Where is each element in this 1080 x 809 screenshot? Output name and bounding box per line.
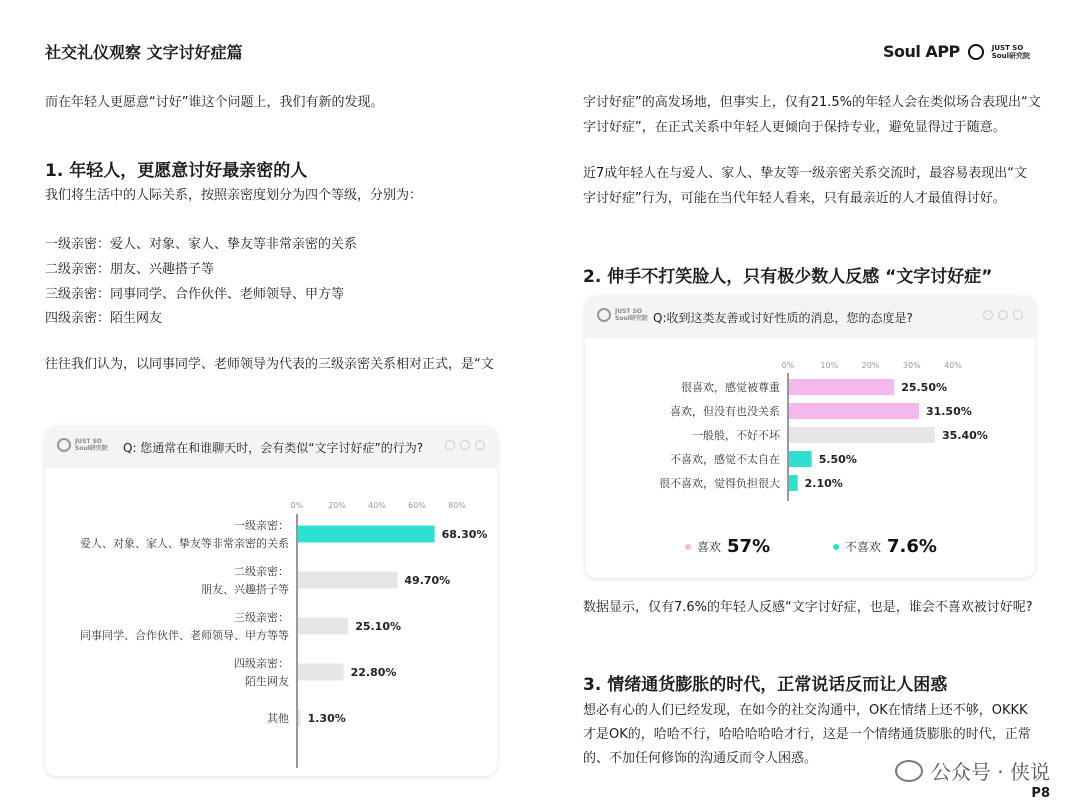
- legend-dot-dislike: [833, 544, 839, 550]
- brand-area: [883, 42, 1030, 61]
- x-tick-label: 10%: [820, 361, 839, 370]
- card-header: [585, 296, 1035, 338]
- brand-sub-line1: JUST SO: [991, 43, 1024, 52]
- bar: [789, 475, 798, 491]
- add-icon: [983, 310, 993, 320]
- data-label: 35.40%: [942, 429, 988, 442]
- legend-dot-like: [685, 544, 691, 550]
- chart-2: [585, 356, 1035, 506]
- chart-card-2: [585, 296, 1035, 578]
- brand-name: Soul APP: [882, 42, 960, 61]
- data-label: 5.50%: [818, 453, 857, 466]
- bar: [298, 526, 435, 543]
- category-label: 很不喜欢，觉得负担很大: [659, 477, 780, 490]
- level-item-3: 三级亲密：同事同学、合作伙伴、老师领导、甲方等: [45, 287, 345, 302]
- chart-1: [45, 472, 497, 772]
- minus-icon: [998, 310, 1008, 320]
- card-question: Q: 您通常在和谁聊天时，会有类似“文字讨好症”的行为?: [123, 441, 424, 455]
- legend-value: 7.6%: [887, 536, 937, 557]
- right-paragraph-4b: 才是OK的，哈哈不行，哈哈哈哈哈才行，这是一个情绪通货膨胀的时代，正常: [583, 727, 1031, 742]
- level-item-2: 二级亲密：朋友、兴趣搭子等: [45, 262, 215, 277]
- category-label: 喜欢，但没有也没关系: [670, 405, 780, 418]
- card-logo-line2: Soul研究院: [75, 445, 108, 452]
- category-label: 其他: [267, 712, 289, 725]
- page-header-title: 社交礼仪观察 文字讨好症篇: [45, 43, 243, 62]
- level-item-4: 四级亲密：陌生网友: [45, 311, 163, 326]
- x-tick-label: 60%: [408, 501, 426, 510]
- card-logo-line2: Soul研究院: [615, 315, 648, 322]
- bar: [298, 618, 348, 635]
- section2-title: 2. 伸手不打笑脸人，只有极少数人反感 “文字讨好症”: [583, 267, 993, 287]
- category-label: 一般般，不好不坏: [692, 429, 780, 442]
- legend-label: 喜欢: [697, 540, 722, 554]
- legend-label: 不喜欢: [845, 540, 882, 554]
- right-paragraph-4c: 的、不加任何修饰的沟通反而令人困惑。: [583, 751, 818, 766]
- brand-sub: [992, 44, 1030, 60]
- minus-icon: [460, 440, 470, 450]
- watermark-text: 公众号 · 侠说: [930, 760, 1050, 784]
- category-label: 陌生网友: [245, 675, 289, 688]
- x-tick-label: 80%: [448, 501, 466, 510]
- legend-value: 57%: [727, 536, 771, 557]
- card-header: [45, 426, 497, 468]
- data-label: 2.10%: [804, 477, 843, 490]
- x-tick-label: 30%: [902, 361, 921, 370]
- wechat-watermark: [895, 756, 1050, 785]
- bar: [298, 572, 397, 589]
- x-tick-label: 0%: [290, 501, 304, 510]
- bar: [298, 710, 301, 727]
- category-label: 朋友、兴趣搭子等: [201, 583, 289, 596]
- soul-logo-icon: [57, 438, 71, 452]
- legend-like: [685, 536, 770, 557]
- close-icon: [475, 440, 485, 450]
- bar: [789, 427, 935, 443]
- card-question: Q:收到这类友善或讨好性质的消息，您的态度是?: [653, 311, 913, 325]
- category-label: 一级亲密：: [234, 519, 289, 532]
- close-icon: [1013, 310, 1023, 320]
- category-label: 不喜欢，感觉不太自在: [670, 453, 780, 466]
- right-paragraph-1a: 字讨好症”的高发场地，但事实上，仅有21.5%的年轻人会在类似场合表现出“文: [583, 95, 1041, 110]
- page-number: P8: [1031, 786, 1050, 801]
- category-label: 二级亲密：: [234, 565, 289, 578]
- intro-text: 而在年轻人更愿意“讨好”谁这个问题上，我们有新的发现。: [45, 95, 384, 110]
- right-paragraph-2b: 字讨好症”行为，可能在当代年轻人看来，只有最亲近的人才最值得讨好。: [583, 191, 1006, 206]
- wechat-icon: [895, 760, 923, 782]
- bar: [789, 403, 919, 419]
- brand-sub-line2: Soul研究院: [991, 51, 1030, 60]
- section3-title: 3. 情绪通货膨胀的时代，正常说话反而让人困惑: [583, 675, 948, 695]
- card-logo-text: [75, 438, 108, 452]
- category-label: 四级亲密：: [234, 657, 289, 670]
- category-label: 同事同学、合作伙伴、老师领导、甲方等等: [80, 629, 289, 642]
- section1-paragraph: 我们将生活中的人际关系，按照亲密度划分为四个等级，分别为：: [45, 188, 423, 203]
- x-tick-label: 20%: [861, 361, 880, 370]
- right-paragraph-1b: 字讨好症”，在正式关系中年轻人更倾向于保持专业，避免显得过于随意。: [583, 120, 1006, 135]
- data-label: 22.80%: [350, 666, 397, 679]
- bar: [789, 379, 894, 395]
- data-label: 49.70%: [404, 574, 451, 587]
- x-tick-label: 0%: [781, 361, 795, 370]
- chart-card-1: [45, 426, 497, 776]
- window-controls: [445, 440, 485, 450]
- data-label: 68.30%: [441, 528, 488, 541]
- section1-title: 1. 年轻人，更愿意讨好最亲密的人: [45, 161, 308, 181]
- card-logo-line1: JUST SO: [615, 308, 643, 315]
- x-tick-label: 40%: [368, 501, 386, 510]
- right-paragraph-4a: 想必有心的人们已经发现，在如今的社交沟通中，OK在情绪上还不够，OKKK: [583, 703, 1028, 718]
- x-tick-label: 20%: [328, 501, 346, 510]
- bar: [789, 451, 812, 467]
- x-tick-label: 40%: [944, 361, 962, 370]
- card-logo-text: [615, 308, 648, 322]
- right-paragraph-3: 数据显示，仅有7.6%的年轻人反感“文字讨好症，也是，谁会不喜欢被讨好呢?: [583, 600, 1033, 615]
- data-label: 1.30%: [307, 712, 346, 725]
- level-item-1: 一级亲密：爱人、对象、家人、挚友等非常亲密的关系: [45, 237, 358, 252]
- legend-dislike: [833, 536, 937, 557]
- soul-logo-icon: [968, 44, 984, 60]
- data-label: 25.10%: [355, 620, 402, 633]
- bar: [298, 664, 344, 681]
- section1-paragraph-2: 往往我们认为，以同事同学、老师领导为代表的三级亲密关系相对正式，是“文: [45, 357, 494, 372]
- data-label: 31.50%: [925, 405, 972, 418]
- card-logo: [597, 308, 648, 322]
- data-label: 25.50%: [901, 381, 948, 394]
- category-label: 三级亲密：: [234, 611, 289, 624]
- add-icon: [445, 440, 455, 450]
- card-logo: [57, 438, 108, 452]
- right-paragraph-2a: 近7成年轻人在与爱人、家人、挚友等一级亲密关系交流时，最容易表现出“文: [583, 166, 1028, 181]
- soul-logo-icon: [597, 308, 611, 322]
- window-controls: [983, 310, 1023, 320]
- card-logo-line1: JUST SO: [75, 438, 103, 445]
- category-label: 爱人、对象、家人、挚友等非常亲密的关系: [80, 537, 289, 550]
- category-label: 很喜欢，感觉被尊重: [681, 381, 780, 394]
